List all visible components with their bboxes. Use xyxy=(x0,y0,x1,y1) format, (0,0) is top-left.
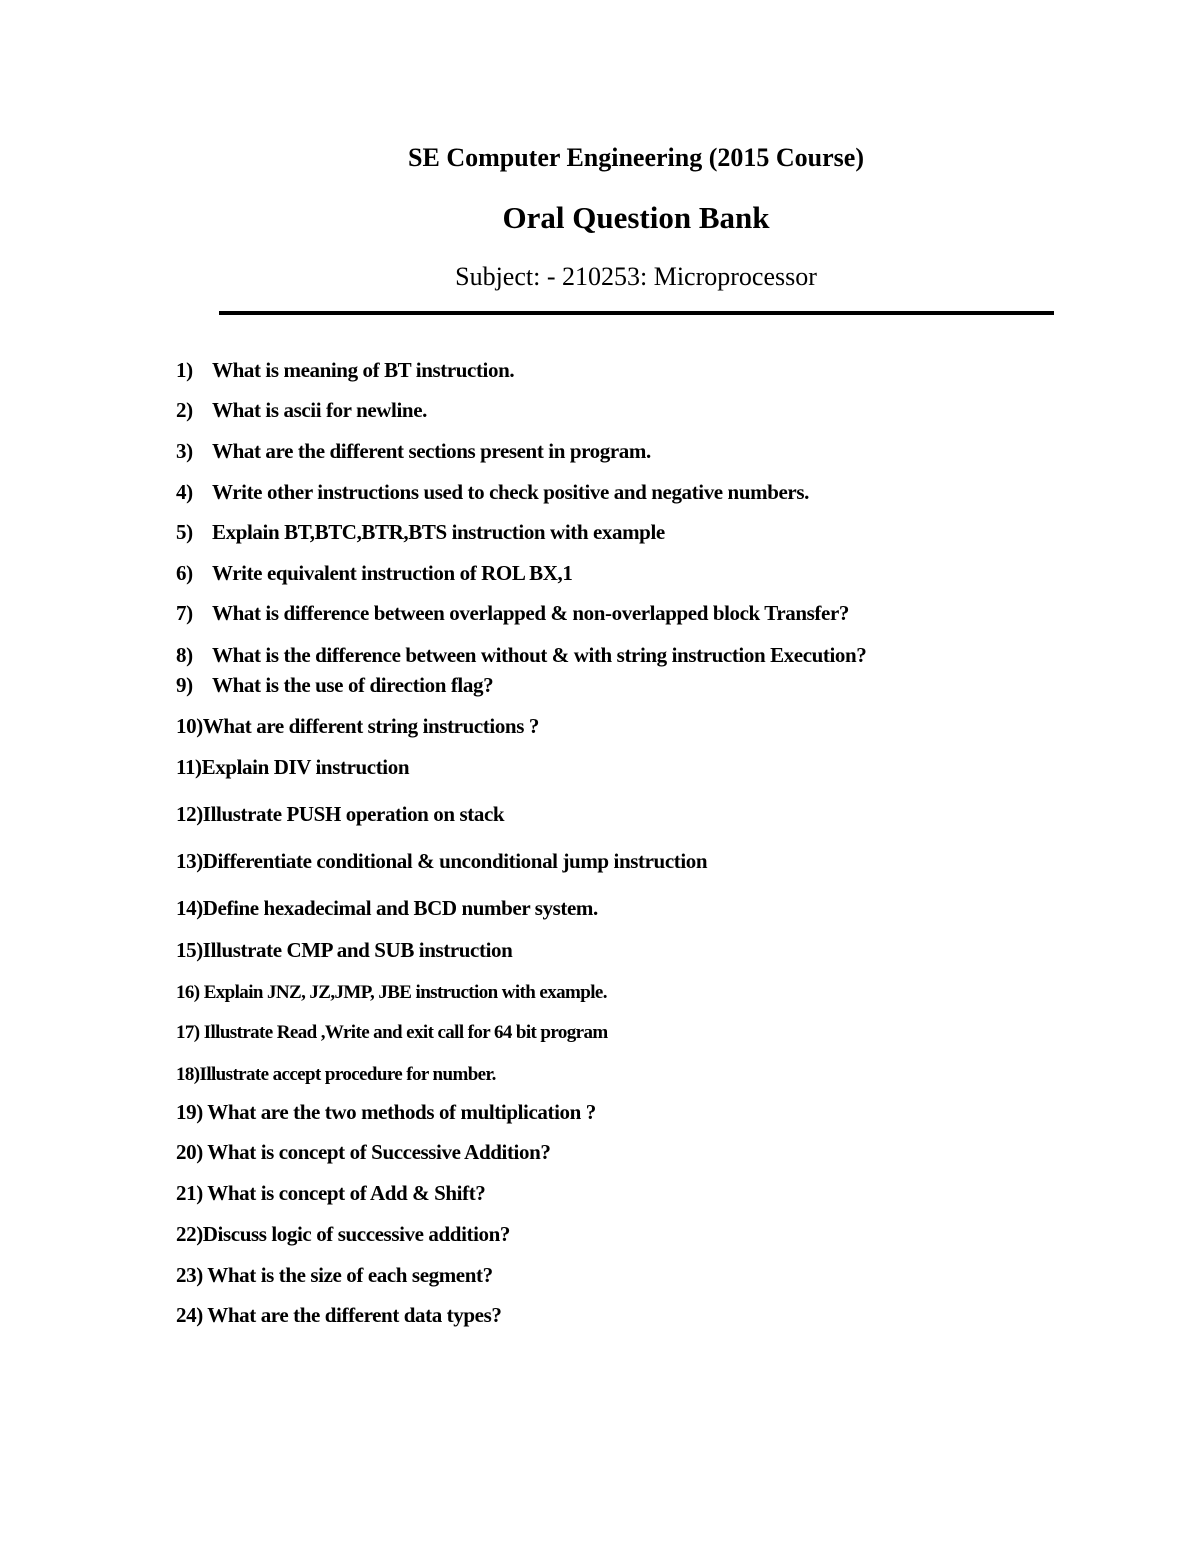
question-item xyxy=(176,1020,608,1046)
question-text: Explain BT,BTC,BTR,BTS instruction with example xyxy=(212,520,665,544)
question-text: What are different string instructions ? xyxy=(202,714,539,738)
question-number: 22) xyxy=(176,1222,203,1246)
subject-heading: Subject: - 210253: Microprocessor xyxy=(455,262,817,291)
question-text: Illustrate Read ,Write and exit call for 64 bit program xyxy=(203,1022,608,1043)
question-text: Illustrate PUSH operation on stack xyxy=(202,802,505,826)
question-item xyxy=(176,438,651,464)
question-item xyxy=(176,1221,510,1247)
course-heading: SE Computer Engineering (2015 Course) xyxy=(408,143,864,172)
question-number: 1) xyxy=(176,358,193,382)
question-number: 4) xyxy=(176,480,193,504)
question-item xyxy=(176,397,427,423)
question-number: 21) xyxy=(176,1181,203,1205)
question-item xyxy=(176,600,849,626)
question-number: 11) xyxy=(176,755,202,779)
question-item xyxy=(176,1302,501,1328)
question-item xyxy=(176,560,572,586)
question-item xyxy=(176,1139,550,1165)
question-text: What are the two methods of multiplication ? xyxy=(207,1100,596,1124)
question-text: Differentiate conditional & unconditional jump instruction xyxy=(202,849,708,873)
question-item xyxy=(176,519,665,545)
question-number: 3) xyxy=(176,439,193,463)
question-text: What is the use of direction flag? xyxy=(212,673,494,697)
question-item xyxy=(176,357,514,383)
question-text: Discuss logic of successive addition? xyxy=(202,1222,511,1246)
question-number: 23) xyxy=(176,1263,203,1287)
question-text: Explain JNZ, JZ,JMP, JBE instruction with example. xyxy=(203,982,607,1003)
question-number: 17) xyxy=(176,1022,200,1043)
question-text: What is concept of Successive Addition? xyxy=(207,1140,551,1164)
question-number: 24) xyxy=(176,1303,203,1327)
question-item xyxy=(176,980,607,1006)
question-text: What is ascii for newline. xyxy=(212,398,427,422)
question-item xyxy=(176,642,866,668)
question-text: Explain DIV instruction xyxy=(201,755,410,779)
question-text: Write other instructions used to check positive and negative numbers. xyxy=(212,480,809,504)
question-text: Illustrate CMP and SUB instruction xyxy=(202,938,513,962)
question-number: 12) xyxy=(176,802,203,826)
question-number: 2) xyxy=(176,398,193,422)
question-text: Define hexadecimal and BCD number system. xyxy=(202,896,598,920)
question-text: Illustrate accept procedure for number. xyxy=(199,1064,496,1085)
page-title: Oral Question Bank xyxy=(502,200,770,235)
question-text: What are the different sections present in program. xyxy=(212,439,651,463)
question-number: 18) xyxy=(176,1064,200,1085)
question-text: What is concept of Add & Shift? xyxy=(207,1181,486,1205)
question-text: What are the different data types? xyxy=(207,1303,502,1327)
question-item xyxy=(176,1180,485,1206)
question-item xyxy=(176,713,539,739)
question-text: What is the size of each segment? xyxy=(207,1263,493,1287)
question-number: 16) xyxy=(176,982,200,1003)
question-number: 5) xyxy=(176,520,193,544)
question-text: What is meaning of BT instruction. xyxy=(212,358,515,382)
question-number: 13) xyxy=(176,849,203,873)
question-number: 7) xyxy=(176,601,193,625)
question-number: 6) xyxy=(176,561,193,585)
question-number: 20) xyxy=(176,1140,203,1164)
question-text: What is the difference between without & with string instruction Execution? xyxy=(212,643,867,667)
question-item xyxy=(176,1099,596,1125)
question-number: 19) xyxy=(176,1100,203,1124)
question-item xyxy=(176,937,512,963)
question-item xyxy=(176,895,598,921)
question-number: 10) xyxy=(176,714,203,738)
header-divider xyxy=(219,311,1054,315)
question-number: 14) xyxy=(176,896,203,920)
question-number: 8) xyxy=(176,643,193,667)
question-text: Write equivalent instruction of ROL BX,1 xyxy=(212,561,573,585)
question-item xyxy=(176,1062,496,1088)
question-item xyxy=(176,1262,493,1288)
question-item xyxy=(176,801,504,827)
question-number: 9) xyxy=(176,673,193,697)
question-item xyxy=(176,479,809,505)
question-text: What is difference between overlapped & non-overlapped block Transfer? xyxy=(212,601,849,625)
question-number: 15) xyxy=(176,938,203,962)
question-item xyxy=(176,848,707,874)
question-item xyxy=(176,672,493,698)
question-item xyxy=(176,754,409,780)
